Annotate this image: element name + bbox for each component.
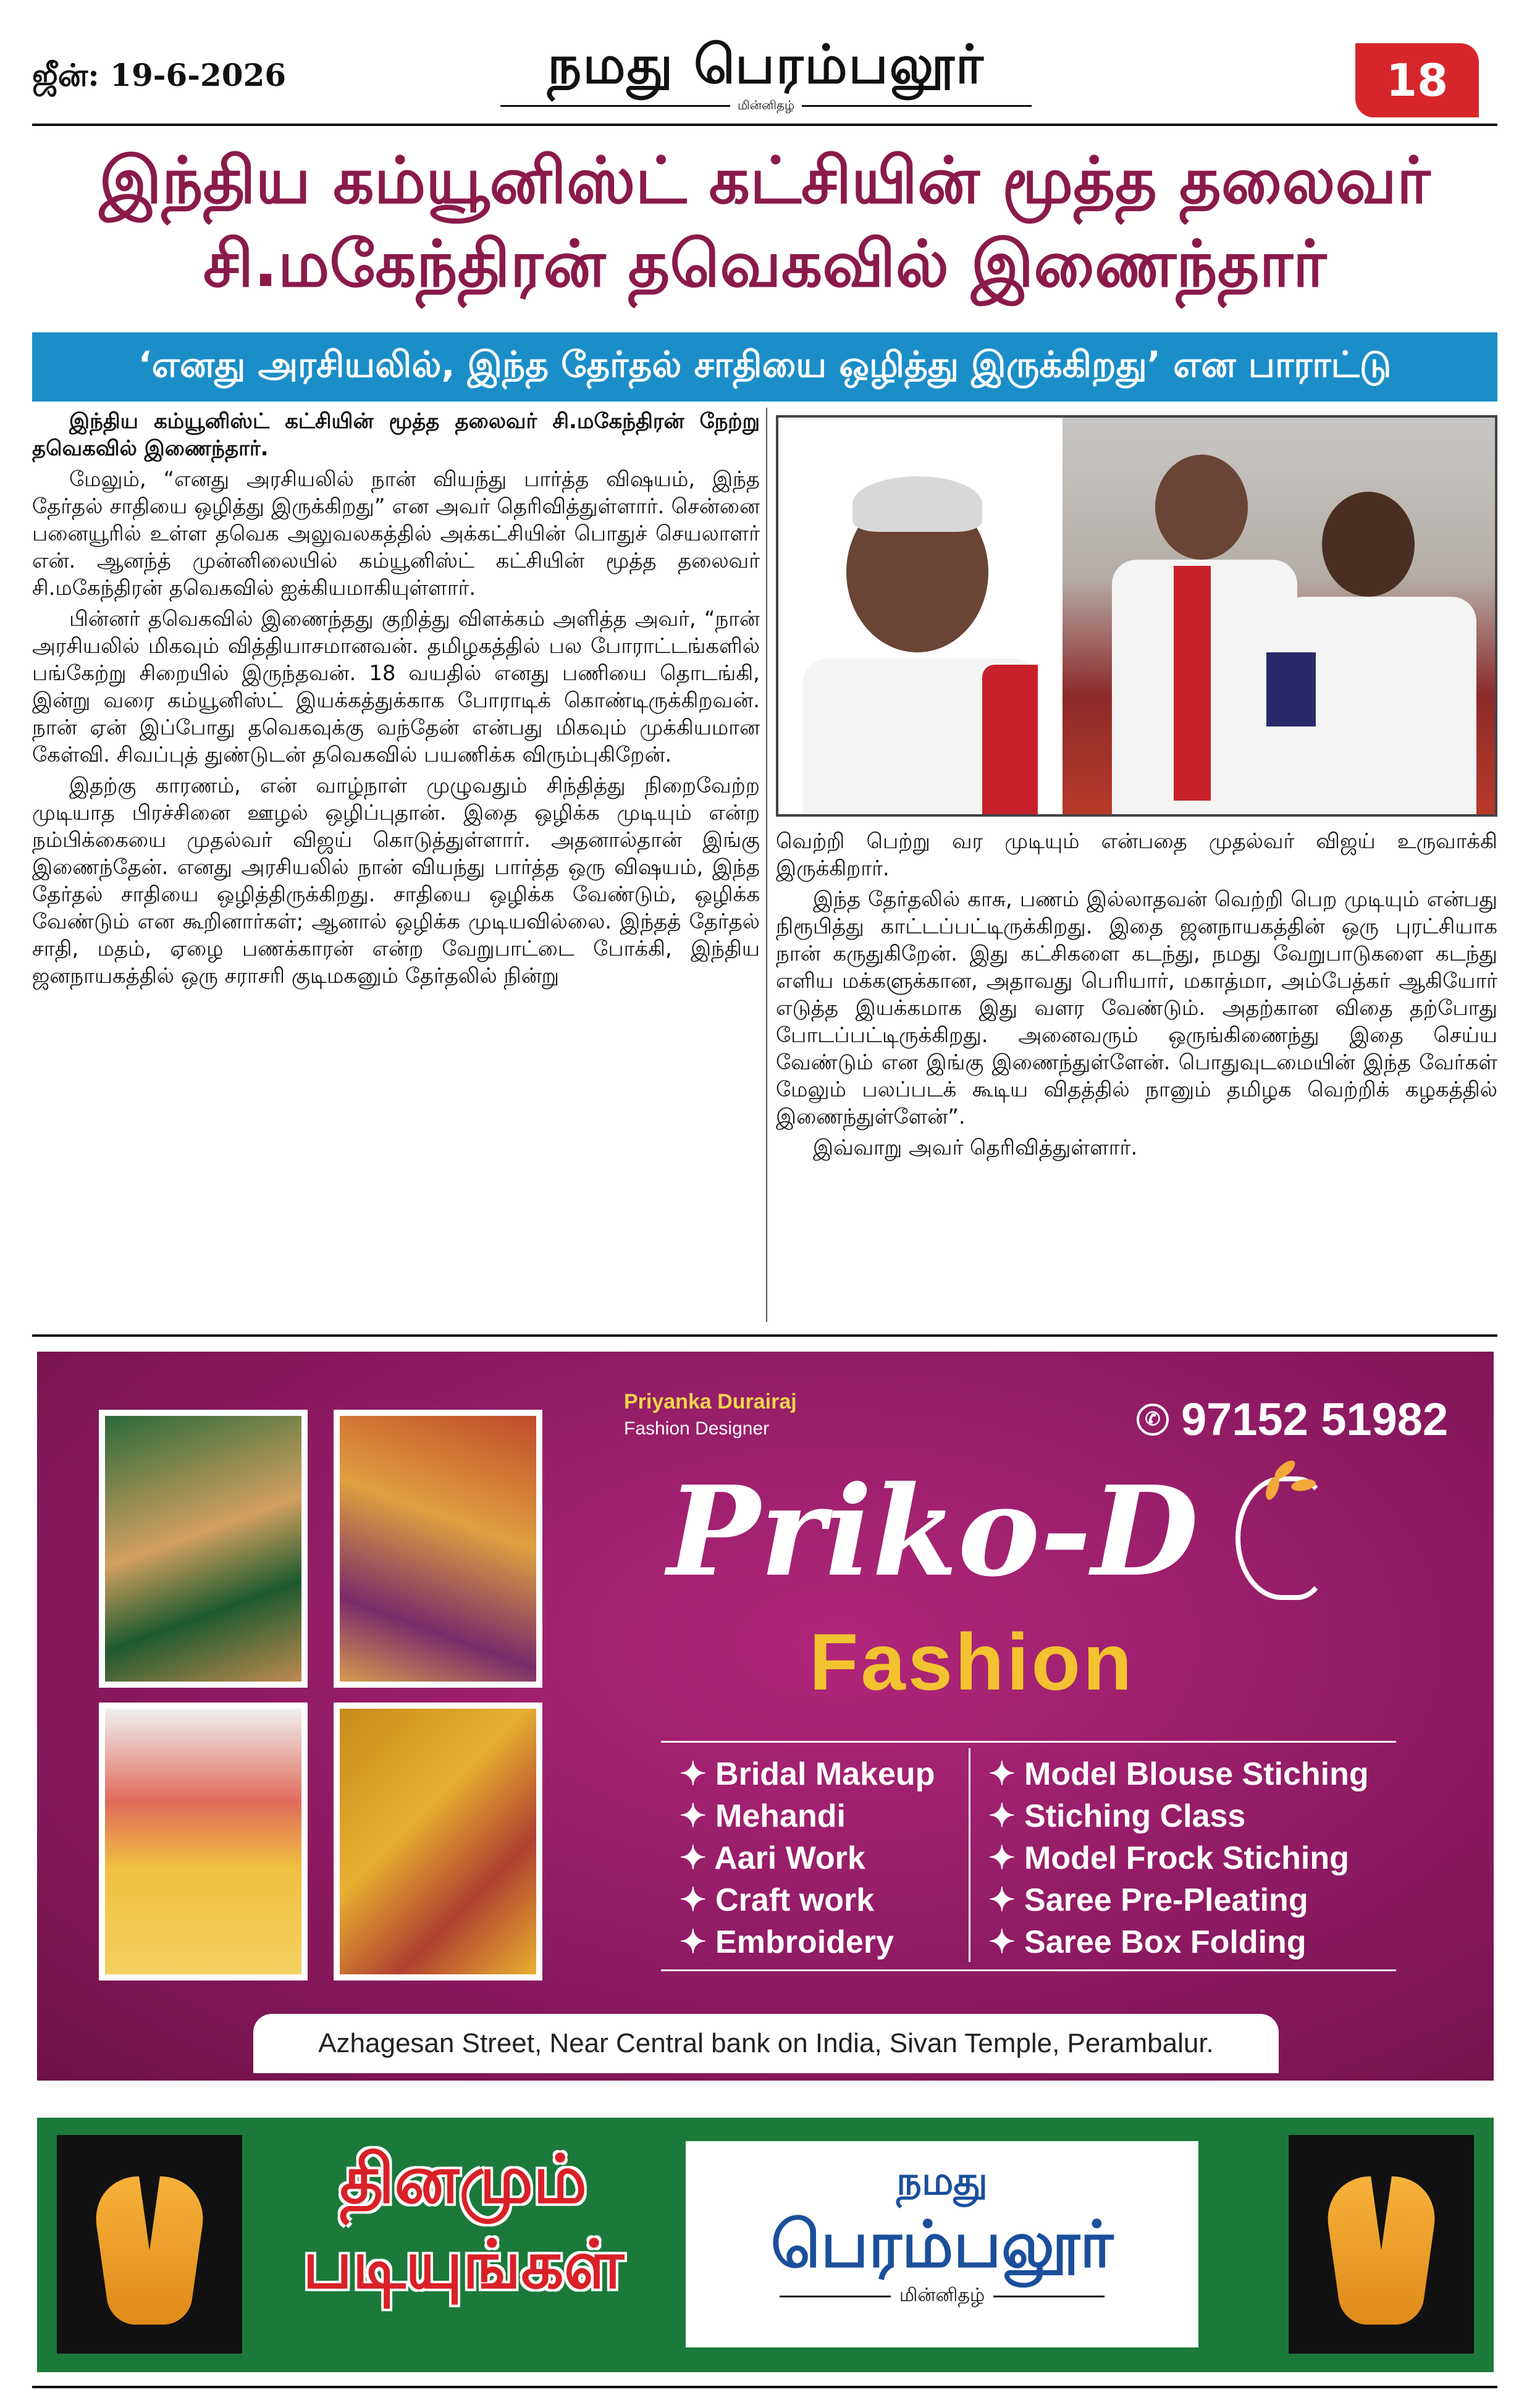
praying-hands-icon [1289, 2135, 1474, 2354]
service-item: ✦ Embroidery [680, 1921, 935, 1963]
phone-icon: ✆ [1137, 1404, 1169, 1436]
article-paragraph: மேலும், “எனது அரசியலில் நான் வியந்து பார்த்த விஷயம், இந்த தேர்தல் சாதியை ஒழித்து இருக்கிறது” என அவர் தெரிவித்துள்ளார். சென்னை பனையூரில் உள்ள தவெக அலுவலகத்தில் அக்கட்சியின் பொதுச் செயலாளர் என். ஆனந்த் முன்னிலையில் கம்யூனிஸ்ட் கட்சியின் மூத்த தலைவர் சி.மகேந்திரன் தவெகவில் ஐக்கியமாகியுள்ளார். [32, 467, 760, 600]
article-column-right [776, 828, 1497, 1161]
read-daily-line-1: தினமும் [339, 2141, 587, 2218]
face-logo-icon [1235, 1476, 1328, 1600]
phone-number: 97152 51982 [1181, 1394, 1449, 1445]
article-lead: இந்திய கம்யூனிஸ்ட் கட்சியின் மூத்த தலைவர் சி.மகேந்திரன் நேற்று தவெகவில் இணைந்தார். [32, 409, 760, 461]
article-deck: ‘எனது அரசியலில், இந்த தேர்தல் சாதியை ஒழித்து இருக்கிறது’ என பாராட்டு [32, 332, 1497, 402]
service-item: ✦ Mehandi [680, 1795, 935, 1837]
issue-date: ஜீன்: 19-6-2026 [32, 57, 287, 93]
service-item: ✦ Bridal Makeup [680, 1753, 935, 1795]
header-divider [32, 124, 1497, 126]
ad-photo-saree [334, 1703, 542, 1981]
services-top-rule [661, 1741, 1396, 1743]
logo-small-text: நமது [896, 2158, 988, 2204]
column-divider [766, 408, 767, 1322]
services-divider [969, 1748, 970, 1962]
headline-line-1: இந்திய கம்யூனிஸ்ட் கட்சியின் மூத்த தலைவர் [99, 143, 1431, 218]
article-paragraph: பின்னர் தவெகவில் இணைந்தது குறித்து விளக்கம் அளித்த அவர், “நான் அரசியலில் மிகவும் வித்தியாசமானவன். தமிழகத்தில் பல போராட்டங்களில் பங்கேற்று சிறையில் இருந்தவன். 18 வயதில் எனது பணியை தொடங்கி, இன்று வரை கம்யூனிஸ்ட் இயக்கத்துக்காக போராடிக் கொண்டிருக்கிறவன். நான் ஏன் இப்போது தவெகவுக்கு வந்தேன் என்பது மிகவும் முக்கியமான கேள்வி. சிவப்புத் துண்டுடன் தவெகவில் பயணிக்க விரும்புகிறேன். [32, 607, 760, 767]
article-headline [32, 139, 1497, 306]
service-item: ✦ Craft work [680, 1879, 935, 1921]
brand-subtitle: Fashion [809, 1617, 1135, 1707]
service-item: ✦ Model Frock Stiching [988, 1837, 1369, 1879]
ad-photo-embroidery [334, 1410, 542, 1688]
article-paragraph: இதற்கு காரணம், என் வாழ்நாள் முழுவதும் சிந்தித்து நிறைவேற்ற முடியாத பிரச்சினை ஊழல் ஒழிப்புதான். இதை ஒழிக்க முடியும் என்ற நம்பிக்கையை முதல்வர் விஜய் கொடுத்துள்ளார். அதனால்தான் இங்கு இணைந்தேன். எனது அரசியலில் நான் வியந்து பார்த்த ஒரு விஷயம், இந்த தேர்தல் சாதியை ஒழித்திருக்கிறது. சாதியை ஒழிக்க வேண்டும், ஒழிக்க வேண்டும் என கூறினார்கள்; ஆனால் ஒழிக்க முடியவில்லை. இந்தத் தேர்தல் சாதி, மதம், ஏழை பணக்காரன் என்ற வேறுபாட்டை போக்கி, இந்திய ஜனநாயகத்தில் ஒரு சராசரி குடிமகனும் தேர்தலில் நின்று [32, 773, 760, 988]
page-number-badge: 18 [1355, 43, 1479, 117]
footer-divider [32, 2386, 1497, 2388]
masthead-subtitle: மின்னிதழ் [737, 98, 795, 112]
ad-photo-frock [99, 1703, 308, 1981]
read-daily-line-2: படியுங்கள் [302, 2226, 625, 2304]
publication-logo [686, 2141, 1198, 2347]
event-photo [1063, 418, 1495, 814]
service-item: ✦ Stiching Class [988, 1795, 1369, 1837]
services-bottom-rule [661, 1969, 1396, 1971]
ad-phone [1137, 1393, 1448, 1446]
masthead-rule [500, 98, 1032, 114]
read-daily-text [266, 2137, 661, 2308]
services-list-right [988, 1753, 1369, 1963]
service-item: ✦ Saree Pre-Pleating [988, 1879, 1369, 1921]
masthead-title: நமது பெரம்பலூர் [547, 33, 985, 96]
article-closing: இவ்வாறு அவர் தெரிவித்துள்ளார். [813, 1135, 1138, 1160]
ad-photo-blouse [99, 1410, 308, 1688]
portrait-photo [778, 418, 1063, 814]
service-item: ✦ Aari Work [680, 1837, 935, 1879]
article-column-left [32, 408, 760, 993]
article-paragraph: இந்த தேர்தலில் காசு, பணம் இல்லாதவன் வெற்றி பெற முடியும் என்பது நிரூபித்து காட்டப்பட்டிருக்கிறது. இதை ஜனநாயகத்தின் ஒரு புரட்சியாக நான் கருதுகிறேன். இது கட்சிகளை கடந்து, நமது வேறுபாடுகளை கடந்து எளிய மக்களுக்கான, அதாவது பெரியார், மகாத்மா, அம்பேத்கர் ஆகியோர் எடுத்த இயக்கமாக இது வளர வேண்டும். அதற்கான விதை தற்போது போடப்பட்டிருக்கிறது. அனைவரும் ஒருங்கிணைந்து இதை செய்ய வேண்டும் என இங்கு இணைந்துள்ளேன். பொதுவுடமையின் இந்த வேர்கள் மேலும் பலப்படக் கூடிய விதத்தில் நானும் தமிழக வெற்றிக் கழகத்தில் இணைந்துள்ளேன்”. [776, 887, 1497, 1129]
designer-name: Priyanka Durairaj [624, 1390, 797, 1413]
logo-subtitle [686, 2284, 1198, 2309]
service-item: ✦ Saree Box Folding [988, 1921, 1369, 1963]
praying-hands-icon [57, 2135, 242, 2354]
headline-line-2: சி.மகேந்திரன் தவெகவில் இணைந்தார் [203, 226, 1327, 302]
service-item: ✦ Model Blouse Stiching [988, 1753, 1369, 1795]
article-photo [776, 415, 1497, 817]
logo-subtitle-text: மின்னிதழ் [899, 2284, 985, 2307]
section-divider [32, 1334, 1497, 1337]
article-paragraph: வெற்றி பெற்று வர முடியும் என்பதை முதல்வர் விஜய் உருவாக்கி இருக்கிறார். [776, 829, 1497, 881]
brand-logo-text: Priko-D [667, 1459, 1199, 1604]
masthead [500, 33, 1032, 114]
logo-big-text: பெரம்பலூர் [770, 2207, 1114, 2282]
services-list-left [680, 1753, 935, 1963]
designer-role: Fashion Designer [624, 1418, 770, 1439]
ad-address: Azhagesan Street, Near Central bank on India, Sivan Temple, Perambalur. [253, 2014, 1279, 2073]
